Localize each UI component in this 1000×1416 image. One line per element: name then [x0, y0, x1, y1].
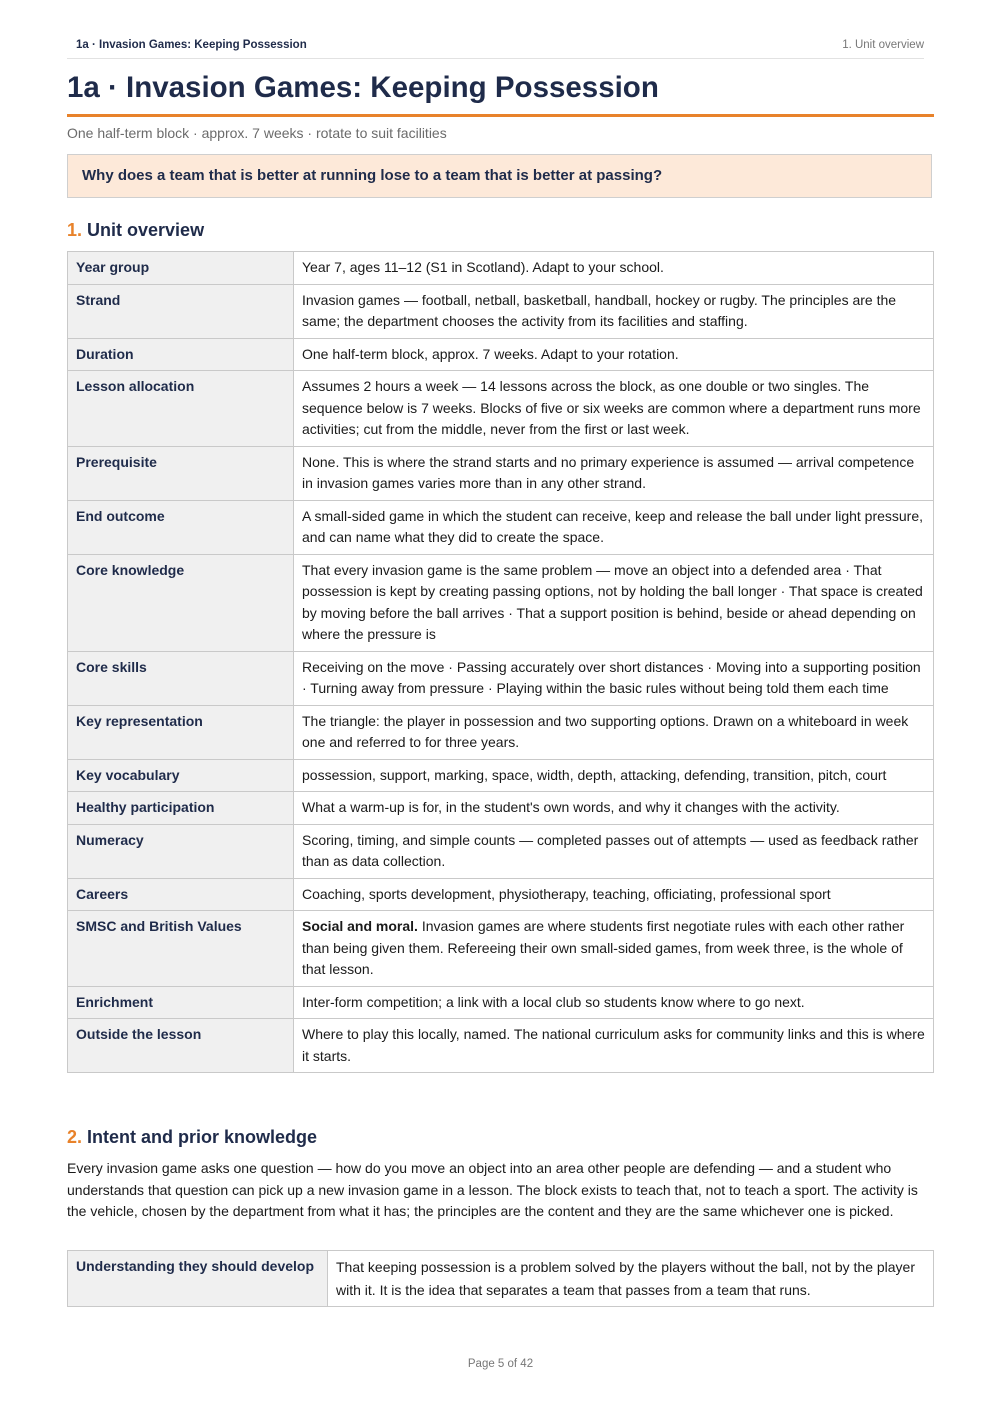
- row-label: Lesson allocation: [68, 371, 294, 447]
- unit-overview-table: [67, 251, 934, 1073]
- section-heading-unit-overview: [67, 220, 204, 241]
- row-label: SMSC and British Values: [68, 911, 294, 987]
- row-label: Core skills: [68, 651, 294, 705]
- row-value: Where to play this locally, named. The national curriculum asks for community links and this is where it starts.: [294, 1019, 934, 1073]
- row-label: Healthy participation: [68, 792, 294, 825]
- row-label: Numeracy: [68, 824, 294, 878]
- table-row: [68, 792, 934, 825]
- table-row: [68, 500, 934, 554]
- row-value: A small-sided game in which the student can receive, keep and release the ball under light pressure, and can name what they did to create the space.: [294, 500, 934, 554]
- row-value: That every invasion game is the same problem — move an object into a defended area · That possession is kept by creating passing options, not by holding the ball longer · That space is created by moving before the ball arrives · That a support position is behind, beside or ahead depending on where the pressure is: [294, 554, 934, 651]
- section-number: 2.: [67, 1127, 83, 1147]
- page-subtitle: One half-term block · approx. 7 weeks · rotate to suit facilities: [67, 125, 447, 141]
- row-value: None. This is where the strand starts and no primary experience is assumed — arrival competence in invasion games varies more than in any other strand.: [294, 446, 934, 500]
- row-value: What a warm-up is for, in the student's own words, and why it changes with the activity.: [294, 792, 934, 825]
- row-label: Outside the lesson: [68, 1019, 294, 1073]
- row-label: Understanding they should develop: [68, 1251, 328, 1307]
- row-value: Year 7, ages 11–12 (S1 in Scotland). Adapt to your school.: [294, 252, 934, 285]
- row-value: Assumes 2 hours a week — 14 lessons across the block, as one double or two singles. The sequence below is 7 weeks. Blocks of five or six weeks are common where a department runs more activities; cut from the middle, never from the first or last week.: [294, 371, 934, 447]
- row-label: Key representation: [68, 705, 294, 759]
- row-label: Core knowledge: [68, 554, 294, 651]
- table-row: [68, 1251, 934, 1307]
- row-value: Invasion games — football, netball, basketball, handball, hockey or rugby. The principles are the same; the department chooses the activity from its facilities and staffing.: [294, 284, 934, 338]
- row-value: Coaching, sports development, physiotherapy, teaching, officiating, professional sport: [294, 878, 934, 911]
- table-row: [68, 1019, 934, 1073]
- table-row: [68, 371, 934, 447]
- row-label: Strand: [68, 284, 294, 338]
- row-value-text: Invasion games are where students first negotiate rules with each other rather than being given them. Refereeing their own small-sided games, from week three, is the whole of that lesson.: [302, 918, 905, 977]
- key-question-box: [67, 154, 932, 198]
- table-row: [68, 252, 934, 285]
- key-question-text: Why does a team that is better at running lose to a team that is better at passing?: [82, 167, 663, 184]
- understanding-table: [67, 1250, 934, 1307]
- section-title: Intent and prior knowledge: [87, 1127, 318, 1147]
- row-value: One half-term block, approx. 7 weeks. Adapt to your rotation.: [294, 338, 934, 371]
- title-divider: [67, 114, 934, 117]
- row-label: Enrichment: [68, 986, 294, 1019]
- row-label: Key vocabulary: [68, 759, 294, 792]
- row-label: End outcome: [68, 500, 294, 554]
- table-row: [68, 824, 934, 878]
- table-row: [68, 651, 934, 705]
- row-label: Prerequisite: [68, 446, 294, 500]
- row-value: Receiving on the move · Passing accurately over short distances · Moving into a supporting position · Turning away from pressure · Playing within the basic rules without being told them each time: [294, 651, 934, 705]
- row-value: Inter-form competition; a link with a local club so students know where to go next.: [294, 986, 934, 1019]
- section-number: 1.: [67, 220, 83, 240]
- table-row: [68, 759, 934, 792]
- table-row: [68, 878, 934, 911]
- row-value: [294, 911, 934, 987]
- section-title: Unit overview: [87, 220, 205, 240]
- row-label: Duration: [68, 338, 294, 371]
- page-footer: Page 5 of 42: [467, 1358, 534, 1370]
- row-value: Scoring, timing, and simple counts — completed passes out of attempts — used as feedback rather than as data collection.: [294, 824, 934, 878]
- page-title: 1a · Invasion Games: Keeping Possession: [67, 71, 659, 104]
- row-value: That keeping possession is a problem solved by the players without the ball, not by the player with it. It is the idea that separates a team that passes from a team that runs.: [328, 1251, 934, 1307]
- table-row: [68, 338, 934, 371]
- running-title: 1a · Invasion Games: Keeping Possession: [76, 39, 307, 51]
- row-value: possession, support, marking, space, width, depth, attacking, defending, transition, pitch, court: [294, 759, 934, 792]
- table-row: [68, 986, 934, 1019]
- running-section: 1. Unit overview: [842, 39, 924, 51]
- table-row: [68, 911, 934, 987]
- table-row: [68, 705, 934, 759]
- row-value-lead: Social and moral.: [302, 918, 418, 934]
- row-label: Careers: [68, 878, 294, 911]
- row-value: The triangle: the player in possession and two supporting options. Drawn on a whiteboard in week one and referred to for three years.: [294, 705, 934, 759]
- running-header: [67, 37, 924, 59]
- table-row: [68, 446, 934, 500]
- row-label: Year group: [68, 252, 294, 285]
- table-row: [68, 554, 934, 651]
- section-heading-intent: [67, 1127, 317, 1148]
- table-row: [68, 284, 934, 338]
- intent-paragraph: Every invasion game asks one question — how do you move an object into an area other people are defending — and a student who understands that question can pick up a new invasion game in a lesson. The block exists to teach that, not to teach a sport. The activity is the vehicle, chosen by the department from what it has; the principles are the content and they are the same whichever one is picked.: [67, 1160, 918, 1220]
